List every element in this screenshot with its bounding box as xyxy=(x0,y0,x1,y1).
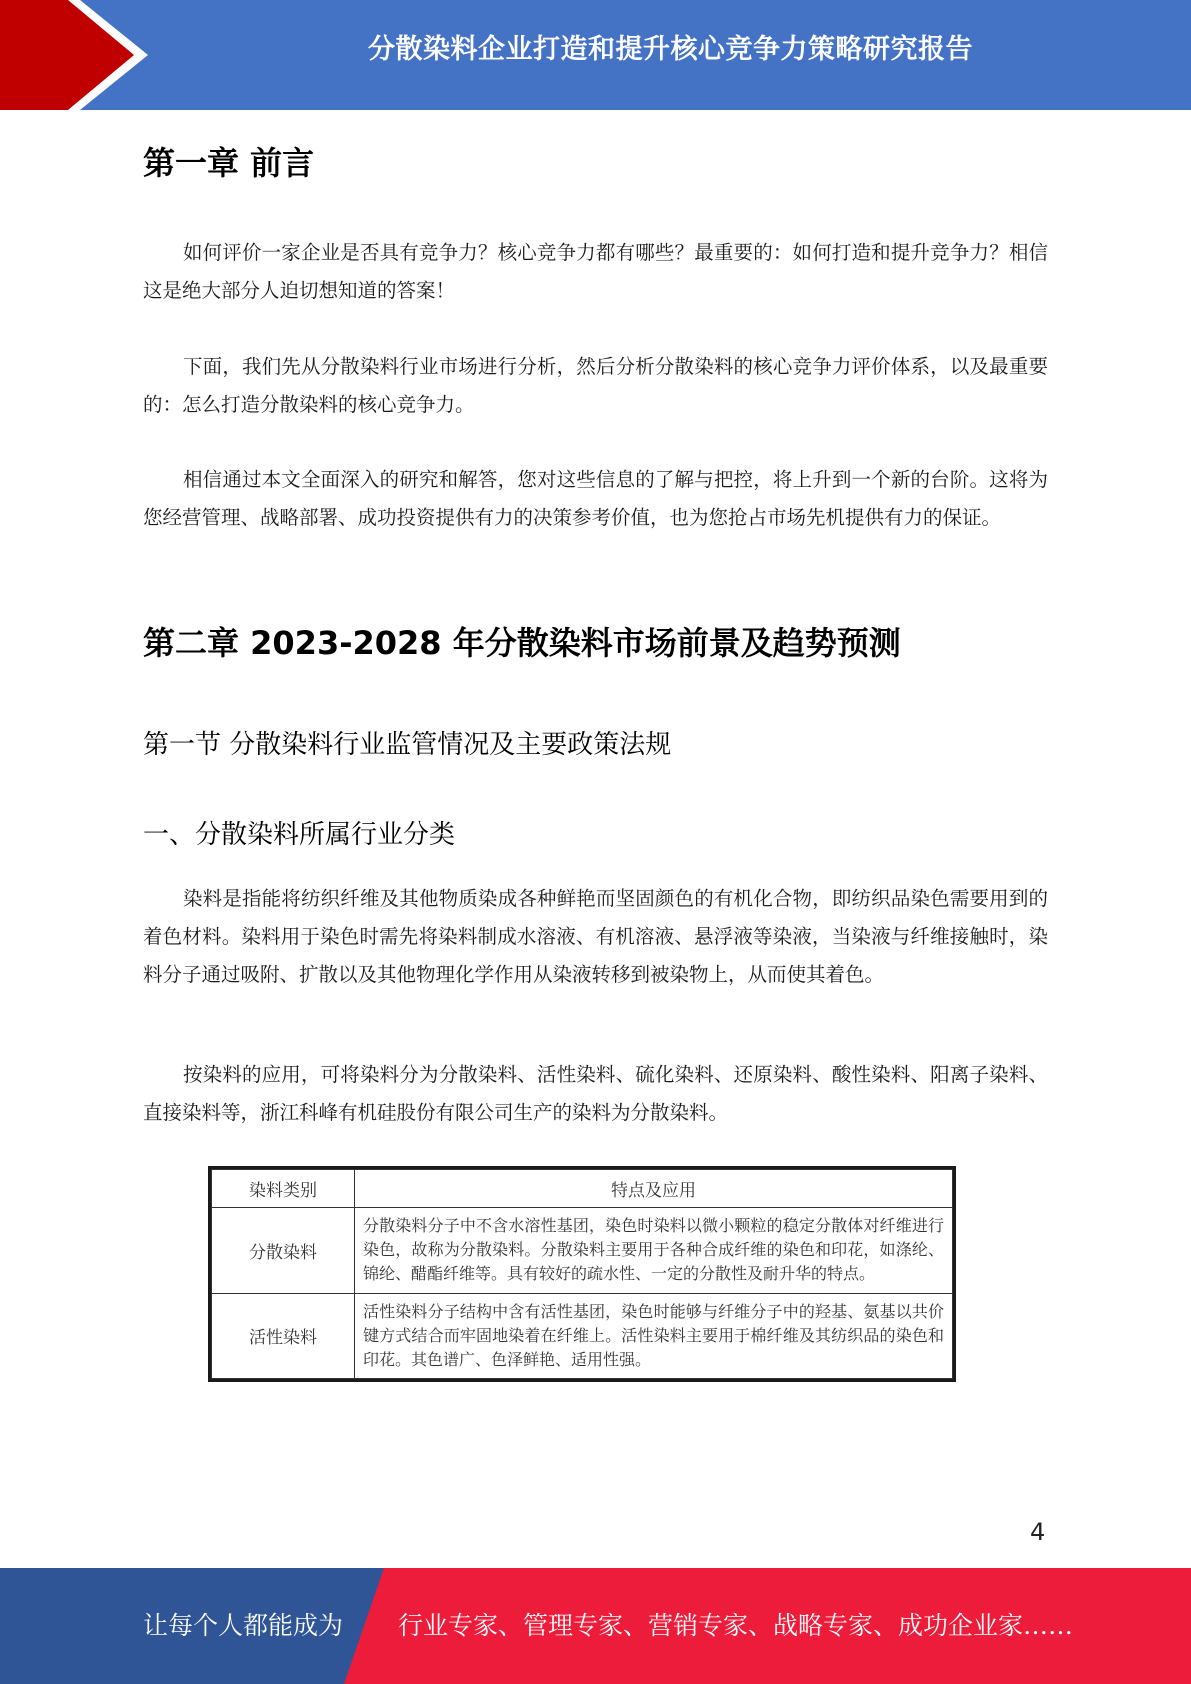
table-cell-description: 分散染料分子中不含水溶性基团，染色时染料以微小颗粒的稳定分散体对纤维进行染色，故称为分散染料。分散染料主要用于各种合成纤维的染色和印花，如涤纶、锦纶、醋酯纤维等。具有较好的疏水性、一定的分散性及耐升华的特点。 xyxy=(355,1208,953,1294)
subsection1-heading: 一、分散染料所属行业分类 xyxy=(143,820,456,850)
table-cell-description: 活性染料分子结构中含有活性基团，染色时能够与纤维分子中的羟基、氨基以共价键方式结合而牢固地染着在纤维上。活性染料主要用于棉纤维及其纺织品的染色和印花。其色谱广、色泽鲜艳、适用性强。 xyxy=(355,1293,953,1379)
table-header-row xyxy=(212,1170,953,1208)
chapter1-paragraph-1: 如何评价一家企业是否具有竞争力？核心竞争力都有哪些？最重要的：如何打造和提升竞争力？相信这是绝大部分人迫切想知道的答案！ xyxy=(143,241,1048,302)
chapter2-paragraph-2: 按染料的应用，可将染料分为分散染料、活性染料、硫化染料、还原染料、酸性染料、阳离子染料、直接染料等，浙江科峰有机硅股份有限公司生产的染料为分散染料。 xyxy=(143,1063,1048,1124)
chapter1-paragraph-2: 下面，我们先从分散染料行业市场进行分析，然后分析分散染料的核心竞争力评价体系，以及最重要的：怎么打造分散染料的核心竞争力。 xyxy=(143,355,1048,416)
chapter1-heading: 第一章 前言 xyxy=(143,144,315,182)
page-number: 4 xyxy=(1030,1518,1046,1546)
header-banner xyxy=(0,0,1191,110)
table-header-category: 染料类别 xyxy=(212,1170,355,1208)
section1-heading: 第一节 分散染料行业监管情况及主要政策法规 xyxy=(143,730,672,760)
chapter2-heading: 第二章 2023-2028 年分散染料市场前景及趋势预测 xyxy=(143,624,901,662)
header-title: 分散染料企业打造和提升核心竞争力策略研究报告 xyxy=(368,34,973,65)
footer-slogan-left: 让每个人都能成为 xyxy=(143,1611,344,1640)
chapter2-paragraph-1: 染料是指能将纺织纤维及其他物质染成各种鲜艳而坚固颜色的有机化合物，即纺织品染色需要用到的着色材料。染料用于染色时需先将染料制成水溶液、有机溶液、悬浮液等染液，当染液与纤维接触时，染料分子通过吸附、扩散以及其他物理化学作用从染液转移到被染物上，从而使其着色。 xyxy=(143,887,1048,986)
table-header-description: 特点及应用 xyxy=(355,1170,953,1208)
table-row xyxy=(212,1293,953,1379)
footer-slogan-right: 行业专家、管理专家、营销专家、战略专家、成功企业家…… xyxy=(398,1611,1074,1640)
table-cell-category: 分散染料 xyxy=(212,1208,355,1294)
table-row xyxy=(212,1208,953,1294)
header-red-arrow-icon xyxy=(0,0,160,110)
table-cell-category: 活性染料 xyxy=(212,1293,355,1379)
chapter1-paragraph-3: 相信通过本文全面深入的研究和解答，您对这些信息的了解与把控，将上升到一个新的台阶。这将为您经营管理、战略部署、成功投资提供有力的决策参考价值，也为您抢占市场先机提供有力的保证。 xyxy=(143,468,1048,529)
footer-banner xyxy=(0,1568,1191,1684)
dye-classification-table xyxy=(208,1166,956,1382)
